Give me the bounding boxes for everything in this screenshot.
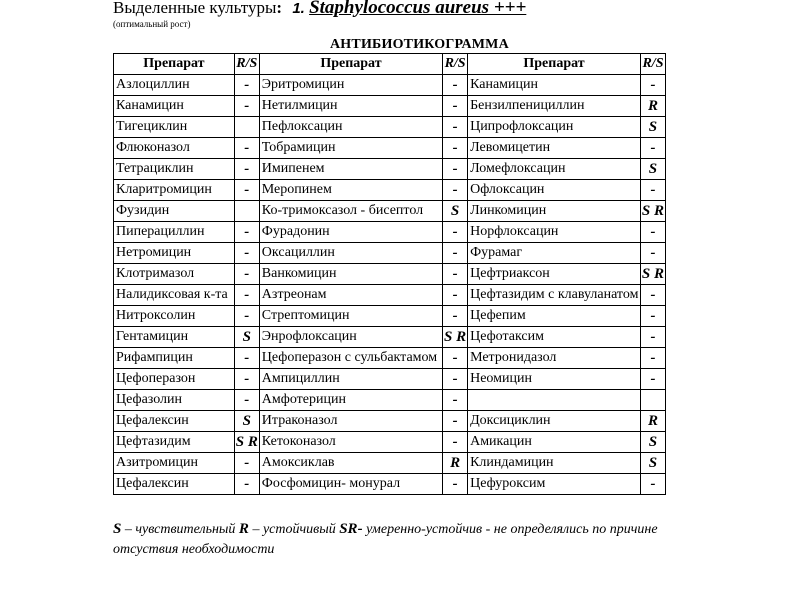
resistance-cell: -: [234, 75, 259, 96]
drug-name-cell: Метронидазол: [468, 348, 641, 369]
drug-name-cell: Энрофлоксацин: [259, 327, 442, 348]
resistance-cell: -: [234, 348, 259, 369]
drug-name-cell: Итраконазол: [259, 411, 442, 432]
table-row: [114, 390, 666, 411]
drug-name-cell: Ванкомицин: [259, 264, 442, 285]
resistance-cell: -: [640, 243, 665, 264]
drug-name-cell: Налидиксовая к-та: [114, 285, 235, 306]
drug-name-cell: Амфотерицин: [259, 390, 442, 411]
resistance-cell: S: [234, 327, 259, 348]
resistance-cell: -: [443, 306, 468, 327]
resistance-cell: S: [640, 453, 665, 474]
resistance-cell: -: [640, 180, 665, 201]
drug-name-cell: Ампициллин: [259, 369, 442, 390]
resistance-cell: [640, 390, 665, 411]
table-row: [114, 201, 666, 222]
resistance-cell: -: [443, 180, 468, 201]
table-row: [114, 222, 666, 243]
resistance-cell: -: [640, 327, 665, 348]
antibiogram-table: [113, 53, 666, 495]
resistance-cell: -: [443, 390, 468, 411]
drug-name-cell: Рифампицин: [114, 348, 235, 369]
resistance-cell: -: [443, 432, 468, 453]
drug-name-cell: Эритромицин: [259, 75, 442, 96]
resistance-cell: -: [443, 138, 468, 159]
table-row: [114, 348, 666, 369]
legend-s-text: – чувствительный: [121, 522, 239, 537]
drug-name-cell: Цефоперазон: [114, 369, 235, 390]
column-header-rs: R/S: [443, 54, 468, 75]
resistance-cell: -: [234, 138, 259, 159]
drug-name-cell: Оксациллин: [259, 243, 442, 264]
resistance-cell: R: [640, 96, 665, 117]
resistance-cell: -: [234, 159, 259, 180]
resistance-cell: -: [640, 285, 665, 306]
cultures-heading: [113, 0, 526, 19]
drug-name-cell: Левомицетин: [468, 138, 641, 159]
resistance-cell: -: [640, 306, 665, 327]
resistance-cell: -: [443, 411, 468, 432]
drug-name-cell: Цефоперазон с сульбактамом: [259, 348, 442, 369]
resistance-cell: -: [443, 264, 468, 285]
drug-name-cell: Канамицин: [468, 75, 641, 96]
drug-name-cell: Цефалексин: [114, 411, 235, 432]
drug-name-cell: Азтреонам: [259, 285, 442, 306]
resistance-cell: -: [443, 285, 468, 306]
table-row: [114, 264, 666, 285]
legend-r-key: R: [238, 521, 249, 537]
table-row: [114, 453, 666, 474]
drug-name-cell: Азитромицин: [114, 453, 235, 474]
table-header-row: [114, 54, 666, 75]
drug-name-cell: Цефтазидим с клавуланатом: [468, 285, 641, 306]
table-row: [114, 180, 666, 201]
drug-name-cell: [468, 390, 641, 411]
drug-name-cell: Ко-тримоксазол - бисептол: [259, 201, 442, 222]
drug-name-cell: Клотримазол: [114, 264, 235, 285]
table-row: [114, 411, 666, 432]
column-header-drug: Препарат: [468, 54, 641, 75]
resistance-cell: -: [640, 138, 665, 159]
resistance-cell: S R: [443, 327, 468, 348]
resistance-cell: [234, 117, 259, 138]
table-row: [114, 75, 666, 96]
table-row: [114, 285, 666, 306]
column-header-drug: Препарат: [259, 54, 442, 75]
drug-name-cell: Цефепим: [468, 306, 641, 327]
table-row: [114, 138, 666, 159]
table-row: [114, 96, 666, 117]
drug-name-cell: Тетрациклин: [114, 159, 235, 180]
drug-name-cell: Цефтриаксон: [468, 264, 641, 285]
growth-note: (оптимальный рост): [113, 19, 191, 29]
resistance-cell: S: [640, 432, 665, 453]
drug-name-cell: Цефотаксим: [468, 327, 641, 348]
resistance-cell: -: [443, 243, 468, 264]
drug-name-cell: Ломефлоксацин: [468, 159, 641, 180]
drug-name-cell: Клиндамицин: [468, 453, 641, 474]
resistance-cell: -: [640, 369, 665, 390]
legend-sr-text: умеренно-устойчив - не определялись по причине отсуствия необходимости: [113, 522, 658, 557]
culture-number: 1.: [292, 0, 305, 17]
resistance-cell: [234, 201, 259, 222]
resistance-cell: -: [443, 159, 468, 180]
resistance-cell: S: [234, 411, 259, 432]
drug-name-cell: Фурадонин: [259, 222, 442, 243]
column-header-drug: Препарат: [114, 54, 235, 75]
resistance-cell: -: [443, 75, 468, 96]
resistance-cell: S: [640, 159, 665, 180]
drug-name-cell: Тобрамицин: [259, 138, 442, 159]
drug-name-cell: Ципрофлоксацин: [468, 117, 641, 138]
drug-name-cell: Флюконазол: [114, 138, 235, 159]
drug-name-cell: Нетромицин: [114, 243, 235, 264]
resistance-cell: R: [640, 411, 665, 432]
drug-name-cell: Нитроксолин: [114, 306, 235, 327]
column-header-rs: R/S: [640, 54, 665, 75]
drug-name-cell: Фосфомицин- монурал: [259, 474, 442, 495]
drug-name-cell: Пиперациллин: [114, 222, 235, 243]
resistance-cell: -: [234, 96, 259, 117]
legend: [113, 519, 673, 560]
resistance-cell: -: [234, 390, 259, 411]
drug-name-cell: Кетоконазол: [259, 432, 442, 453]
resistance-cell: -: [234, 306, 259, 327]
drug-name-cell: Амикацин: [468, 432, 641, 453]
drug-name-cell: Офлоксацин: [468, 180, 641, 201]
table-caption: АНТИБИОТИКОГРАММА: [330, 37, 509, 52]
resistance-cell: -: [234, 285, 259, 306]
table-row: [114, 474, 666, 495]
resistance-cell: R: [443, 453, 468, 474]
drug-name-cell: Бензилпенициллин: [468, 96, 641, 117]
drug-name-cell: Гентамицин: [114, 327, 235, 348]
drug-name-cell: Норфлоксацин: [468, 222, 641, 243]
drug-name-cell: Канамицин: [114, 96, 235, 117]
drug-name-cell: Стрептомицин: [259, 306, 442, 327]
cultures-label: Выделенные культуры: [113, 0, 277, 17]
resistance-cell: -: [443, 222, 468, 243]
resistance-cell: -: [443, 474, 468, 495]
drug-name-cell: Азлоциллин: [114, 75, 235, 96]
drug-name-cell: Цефазолин: [114, 390, 235, 411]
resistance-cell: -: [640, 222, 665, 243]
drug-name-cell: Цефалексин: [114, 474, 235, 495]
drug-name-cell: Имипенем: [259, 159, 442, 180]
resistance-cell: -: [443, 96, 468, 117]
table-row: [114, 306, 666, 327]
resistance-cell: -: [640, 474, 665, 495]
resistance-cell: S: [640, 117, 665, 138]
resistance-cell: -: [640, 348, 665, 369]
resistance-cell: -: [234, 453, 259, 474]
drug-name-cell: Кларитромицин: [114, 180, 235, 201]
legend-s-key: S: [113, 521, 122, 537]
drug-name-cell: Неомицин: [468, 369, 641, 390]
table-row: [114, 327, 666, 348]
drug-name-cell: Фурамаг: [468, 243, 641, 264]
drug-name-cell: Тигециклин: [114, 117, 235, 138]
table-row: [114, 432, 666, 453]
column-header-rs: R/S: [234, 54, 259, 75]
drug-name-cell: Линкомицин: [468, 201, 641, 222]
drug-name-cell: Доксициклин: [468, 411, 641, 432]
resistance-cell: -: [443, 117, 468, 138]
resistance-cell: S: [443, 201, 468, 222]
table-row: [114, 117, 666, 138]
drug-name-cell: Пефлоксацин: [259, 117, 442, 138]
resistance-cell: -: [640, 75, 665, 96]
drug-name-cell: Цефтазидим: [114, 432, 235, 453]
resistance-cell: -: [234, 243, 259, 264]
resistance-cell: -: [443, 348, 468, 369]
table-row: [114, 159, 666, 180]
resistance-cell: -: [443, 369, 468, 390]
legend-sr-key: SR-: [339, 521, 363, 537]
drug-name-cell: Цефуроксим: [468, 474, 641, 495]
drug-name-cell: Нетилмицин: [259, 96, 442, 117]
legend-r-text: – устойчивый: [248, 522, 340, 537]
resistance-cell: -: [234, 180, 259, 201]
resistance-cell: -: [234, 222, 259, 243]
resistance-cell: S R: [234, 432, 259, 453]
drug-name-cell: Амоксиклав: [259, 453, 442, 474]
culture-name: Staphylococcus aureus +++: [309, 0, 527, 18]
resistance-cell: -: [234, 474, 259, 495]
table-row: [114, 369, 666, 390]
resistance-cell: -: [234, 264, 259, 285]
resistance-cell: S R: [640, 264, 665, 285]
cultures-label-colon: :: [276, 0, 283, 17]
drug-name-cell: Меропинем: [259, 180, 442, 201]
table-row: [114, 243, 666, 264]
resistance-cell: S R: [640, 201, 665, 222]
drug-name-cell: Фузидин: [114, 201, 235, 222]
resistance-cell: -: [234, 369, 259, 390]
